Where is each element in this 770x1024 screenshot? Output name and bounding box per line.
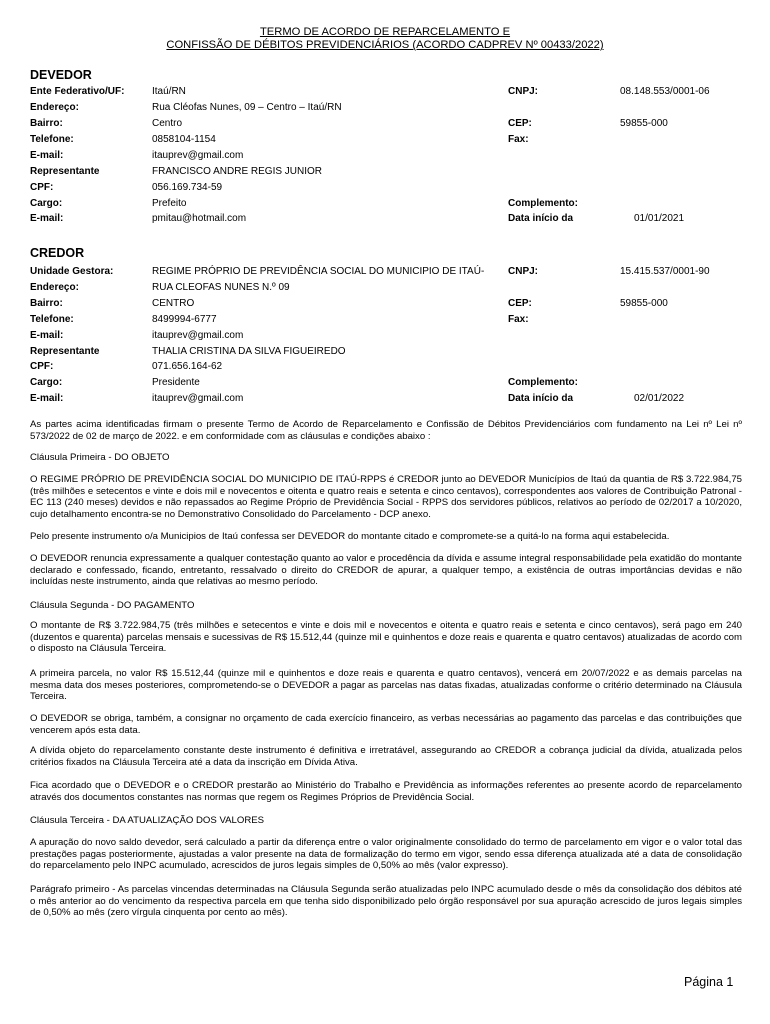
devedor-cnpj-label: CNPJ: bbox=[508, 86, 539, 97]
devedor-representante-value: FRANCISCO ANDRE REGIS JUNIOR bbox=[152, 166, 323, 177]
devedor-endereco-label: Endereço: bbox=[30, 102, 79, 113]
credor-bairro-label: Bairro: bbox=[30, 298, 63, 309]
intro-paragraph: As partes acima identificadas firmam o presente Termo de Acordo de Reparcelamento e Confissão de Débitos Previdenciários com fundamento na Lei nº Lei nº 573/2022 de 02 de março de 2022. e em conformidade com as cláusulas e condições abaixo : bbox=[30, 419, 742, 442]
credor-cargo-value: Presidente bbox=[152, 377, 200, 388]
credor-heading: CREDOR bbox=[30, 246, 85, 260]
objeto-paragraph-3: O DEVEDOR renuncia expressamente a qualquer contestação quanto ao valor e procedência da dívida e assume integral responsabilidade pela exatidão do montante declarado e confessado, ficando, entretanto, ressalvado o direito do CREDOR de apurar, a qualquer tempo, a existência de outras importâncias devidas e não incluídas neste instrumento, ainda que relativas ao mesmo período. bbox=[30, 553, 742, 588]
credor-endereco-value: RUA CLEOFAS NUNES N.º 09 bbox=[152, 282, 290, 293]
credor-complemento-label: Complemento: bbox=[508, 377, 578, 388]
page-number: Página 1 bbox=[684, 975, 734, 989]
devedor-ente-value: Itaú/RN bbox=[152, 86, 186, 97]
credor-email-label: E-mail: bbox=[30, 330, 64, 341]
credor-bairro-value: CENTRO bbox=[152, 298, 195, 309]
clause-heading-pagamento: Cláusula Segunda - DO PAGAMENTO bbox=[30, 600, 195, 611]
pagamento-paragraph-1: O montante de R$ 3.722.984,75 (três milhões e setecentos e vinte e dois mil e novecentos e oitenta e quatro reais e setenta e cinco centavos), será pago em 240 (duzentos e quarenta) parcelas mensais e sucessivas de R$ 15.512,44 (quinze mil e quinhentos e doze reais e quarenta e quatro centavos) atualizadas de acordo com o disposto na Cláusula Terceira. bbox=[30, 620, 742, 655]
devedor-cpf-value: 056.169.734-59 bbox=[152, 182, 223, 193]
credor-cargo-label: Cargo: bbox=[30, 377, 63, 388]
pagamento-paragraph-5: Fica acordado que o DEVEDOR e o CREDOR prestarão ao Ministério do Trabalho e Previdência as informações referentes ao presente acordo de reparcelamento através dos documentos constantes nas normas que regem os Regimes Próprios de Previdência Social. bbox=[30, 780, 742, 803]
devedor-fax-label: Fax: bbox=[508, 134, 529, 145]
devedor-data-inicio-value: 01/01/2021 bbox=[634, 213, 685, 224]
devedor-email-value: itauprev@gmail.com bbox=[152, 150, 244, 161]
credor-representante-label: Representante bbox=[30, 346, 100, 357]
credor-cep-value: 59855-000 bbox=[620, 298, 668, 309]
credor-cpf-label: CPF: bbox=[30, 361, 54, 372]
devedor-cnpj-value: 08.148.553/0001-06 bbox=[620, 86, 710, 97]
credor-data-inicio-value: 02/01/2022 bbox=[634, 393, 685, 404]
credor-email2-label: E-mail: bbox=[30, 393, 64, 404]
devedor-email2-value: pmitau@hotmail.com bbox=[152, 213, 247, 224]
pagamento-paragraph-3: O DEVEDOR se obriga, também, a consignar no orçamento de cada exercício financeiro, as verbas necessárias ao pagamento das parcelas e das contribuições que vencerem após esta data. bbox=[30, 713, 742, 736]
clause-heading-atualizacao: Cláusula Terceira - DA ATUALIZAÇÃO DOS VALORES bbox=[30, 815, 265, 826]
credor-cnpj-label: CNPJ: bbox=[508, 266, 539, 277]
pagamento-paragraph-4: A dívida objeto do reparcelamento constante deste instrumento é definitiva e irretratável, assegurando ao CREDOR a cobrança judicial da dívida, atualizada pelos critérios fixados na Cláusula Terceira até a data da inscrição em Dívida Ativa. bbox=[30, 745, 742, 768]
credor-email-value: itauprev@gmail.com bbox=[152, 330, 244, 341]
devedor-cpf-label: CPF: bbox=[30, 182, 54, 193]
devedor-cargo-value: Prefeito bbox=[152, 198, 187, 209]
devedor-ente-label: Ente Federativo/UF: bbox=[30, 86, 125, 97]
credor-fax-label: Fax: bbox=[508, 314, 529, 325]
credor-representante-value: THALIA CRISTINA DA SILVA FIGUEIREDO bbox=[152, 346, 346, 357]
devedor-representante-label: Representante bbox=[30, 166, 100, 177]
objeto-paragraph-1: O REGIME PRÓPRIO DE PREVIDÊNCIA SOCIAL DO MUNICIPIO DE ITAÚ-RPPS é CREDOR junto ao DEVEDOR Municípios de Itaú da quantia de R$ 3.722.984,75 (três milhões e setecentos e vinte e dois mil e novecentos e oitenta e quatro reais e setenta e cinco centavos), correspondentes aos valores de Contribuição Patronal - EC 113 (240 meses) devidos e não repassados ao Regime Próprio de Previdência Social - RPPS dos servidores públicos, relativos ao período de 02/2017 a 10/2020, cujo detalhamento encontra-se no Demonstrativo Consolidado do Parcelamento - DCP anexo. bbox=[30, 474, 742, 520]
credor-telefone-label: Telefone: bbox=[30, 314, 74, 325]
devedor-heading: DEVEDOR bbox=[30, 68, 92, 82]
document-title-line2: CONFISSÃO DE DÉBITOS PREVIDENCIÁRIOS (ACORDO CADPREV Nº 00433/2022) bbox=[166, 39, 604, 51]
devedor-cep-value: 59855-000 bbox=[620, 118, 668, 129]
credor-cpf-value: 071.656.164-62 bbox=[152, 361, 223, 372]
devedor-cargo-label: Cargo: bbox=[30, 198, 63, 209]
devedor-email2-label: E-mail: bbox=[30, 213, 64, 224]
credor-endereco-label: Endereço: bbox=[30, 282, 79, 293]
credor-cnpj-value: 15.415.537/0001-90 bbox=[620, 266, 710, 277]
devedor-email-label: E-mail: bbox=[30, 150, 64, 161]
credor-telefone-value: 8499994-6777 bbox=[152, 314, 217, 325]
credor-unidade-label: Unidade Gestora: bbox=[30, 266, 114, 277]
credor-data-inicio-label: Data início da bbox=[508, 393, 574, 404]
clause-heading-objeto: Cláusula Primeira - DO OBJETO bbox=[30, 452, 170, 463]
devedor-endereco-value: Rua Cléofas Nunes, 09 – Centro – Itaú/RN bbox=[152, 102, 342, 113]
document-title-line1: TERMO DE ACORDO DE REPARCELAMENTO E bbox=[259, 26, 511, 38]
devedor-telefone-label: Telefone: bbox=[30, 134, 74, 145]
credor-cep-label: CEP: bbox=[508, 298, 532, 309]
credor-email2-value: itauprev@gmail.com bbox=[152, 393, 244, 404]
devedor-complemento-label: Complemento: bbox=[508, 198, 578, 209]
atualizacao-paragraph-2: Parágrafo primeiro - As parcelas vincendas determinadas na Cláusula Segunda serão atualizadas pelo INPC acumulado desde o mês da consolidação dos débitos até o mês anterior ao do vencimento da respectiva parcela em que tenha sido disponibilizado pelo órgão responsável por sua apuração acrescido de juros legais simples de 0,50% ao mês (zero vírgula cinquenta por cento ao mês). bbox=[30, 884, 742, 919]
credor-unidade-value: REGIME PRÓPRIO DE PREVIDÊNCIA SOCIAL DO MUNICIPIO DE ITAÚ- bbox=[152, 266, 485, 277]
pagamento-paragraph-2: A primeira parcela, no valor R$ 15.512,44 (quinze mil e quinhentos e doze reais e quarenta e quatro centavos), vencerá em 20/07/2022 e as demais parcelas na mesma data dos meses posteriores, comprometendo-se o DEVEDOR a pagar as parcelas nas datas fixadas, atualizadas conforme o critério determinado na Cláusula Terceira. bbox=[30, 668, 742, 703]
devedor-data-inicio-label: Data início da bbox=[508, 213, 574, 224]
objeto-paragraph-2: Pelo presente instrumento o/a Municipios de Itaú confessa ser DEVEDOR do montante citado e compromete-se a quitá-lo na forma aqui estabelecida. bbox=[30, 531, 670, 542]
devedor-telefone-value: 0858104-1154 bbox=[152, 134, 216, 145]
devedor-bairro-label: Bairro: bbox=[30, 118, 63, 129]
devedor-bairro-value: Centro bbox=[152, 118, 183, 129]
atualizacao-paragraph-1: A apuração do novo saldo devedor, será calculado a partir da diferença entre o valor originalmente consolidado do termo de parcelamento em vigor e o valor total das prestações pagas posteriormente, ajustadas a valor presente na data de formalização do termo em vigor, sendo essa diferença atualizada até a data de consolidação do reparcelamento pelo INPC acumulado, acrescidos de juros legais simples de 0,50% ao mês (valor expresso). bbox=[30, 837, 742, 872]
devedor-cep-label: CEP: bbox=[508, 118, 532, 129]
